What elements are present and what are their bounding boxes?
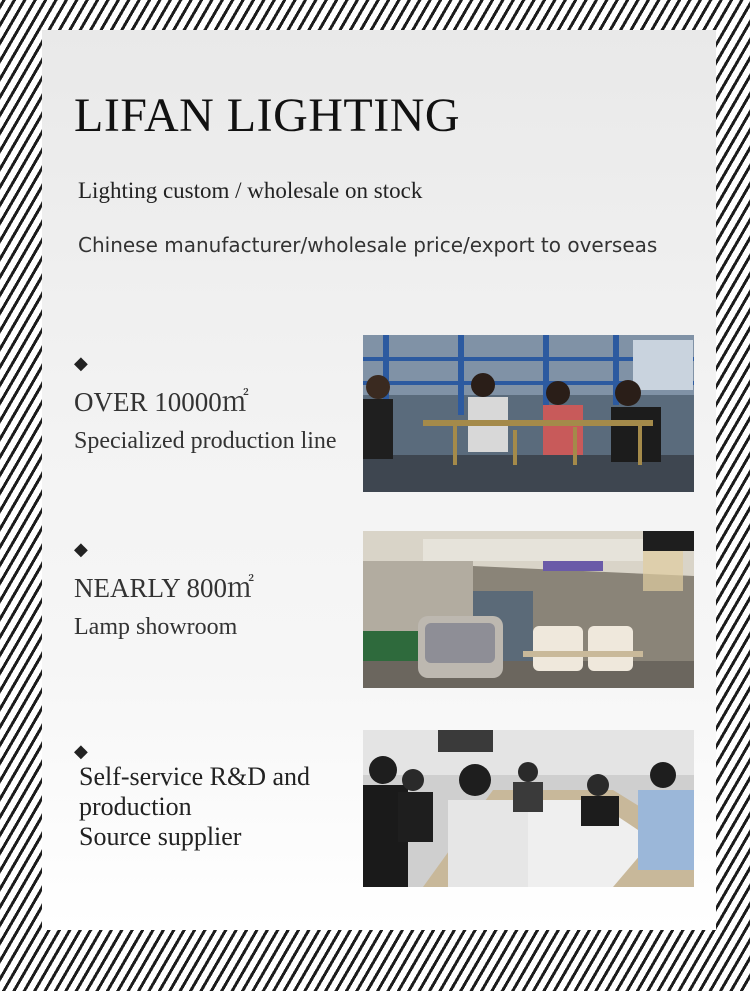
feature-caption: Specialized production line xyxy=(74,428,337,454)
content-card xyxy=(42,30,716,930)
feature-stat: NEARLY 800㎡ xyxy=(74,573,255,603)
feature-stat: OVER 10000㎡ xyxy=(74,387,249,417)
meeting-room-photo xyxy=(363,730,694,887)
factory-workers-photo xyxy=(363,335,694,492)
brand-title: LIFAN LIGHTING xyxy=(74,89,461,142)
feature-line: Self-service R&D and xyxy=(79,762,311,791)
brand-description: Chinese manufacturer/wholesale price/export to overseas xyxy=(78,233,658,257)
diamond-bullet-icon: ◆ xyxy=(74,539,88,560)
feature-line: production xyxy=(79,792,192,821)
feature-text xyxy=(79,762,310,852)
diamond-bullet-icon: ◆ xyxy=(74,353,88,374)
showroom-photo xyxy=(363,531,694,688)
brand-tagline: Lighting custom / wholesale on stock xyxy=(78,178,423,203)
diamond-bullet-icon: ◆ xyxy=(74,741,88,762)
feature-caption: Lamp showroom xyxy=(74,614,238,640)
feature-line: Source supplier xyxy=(79,822,242,851)
